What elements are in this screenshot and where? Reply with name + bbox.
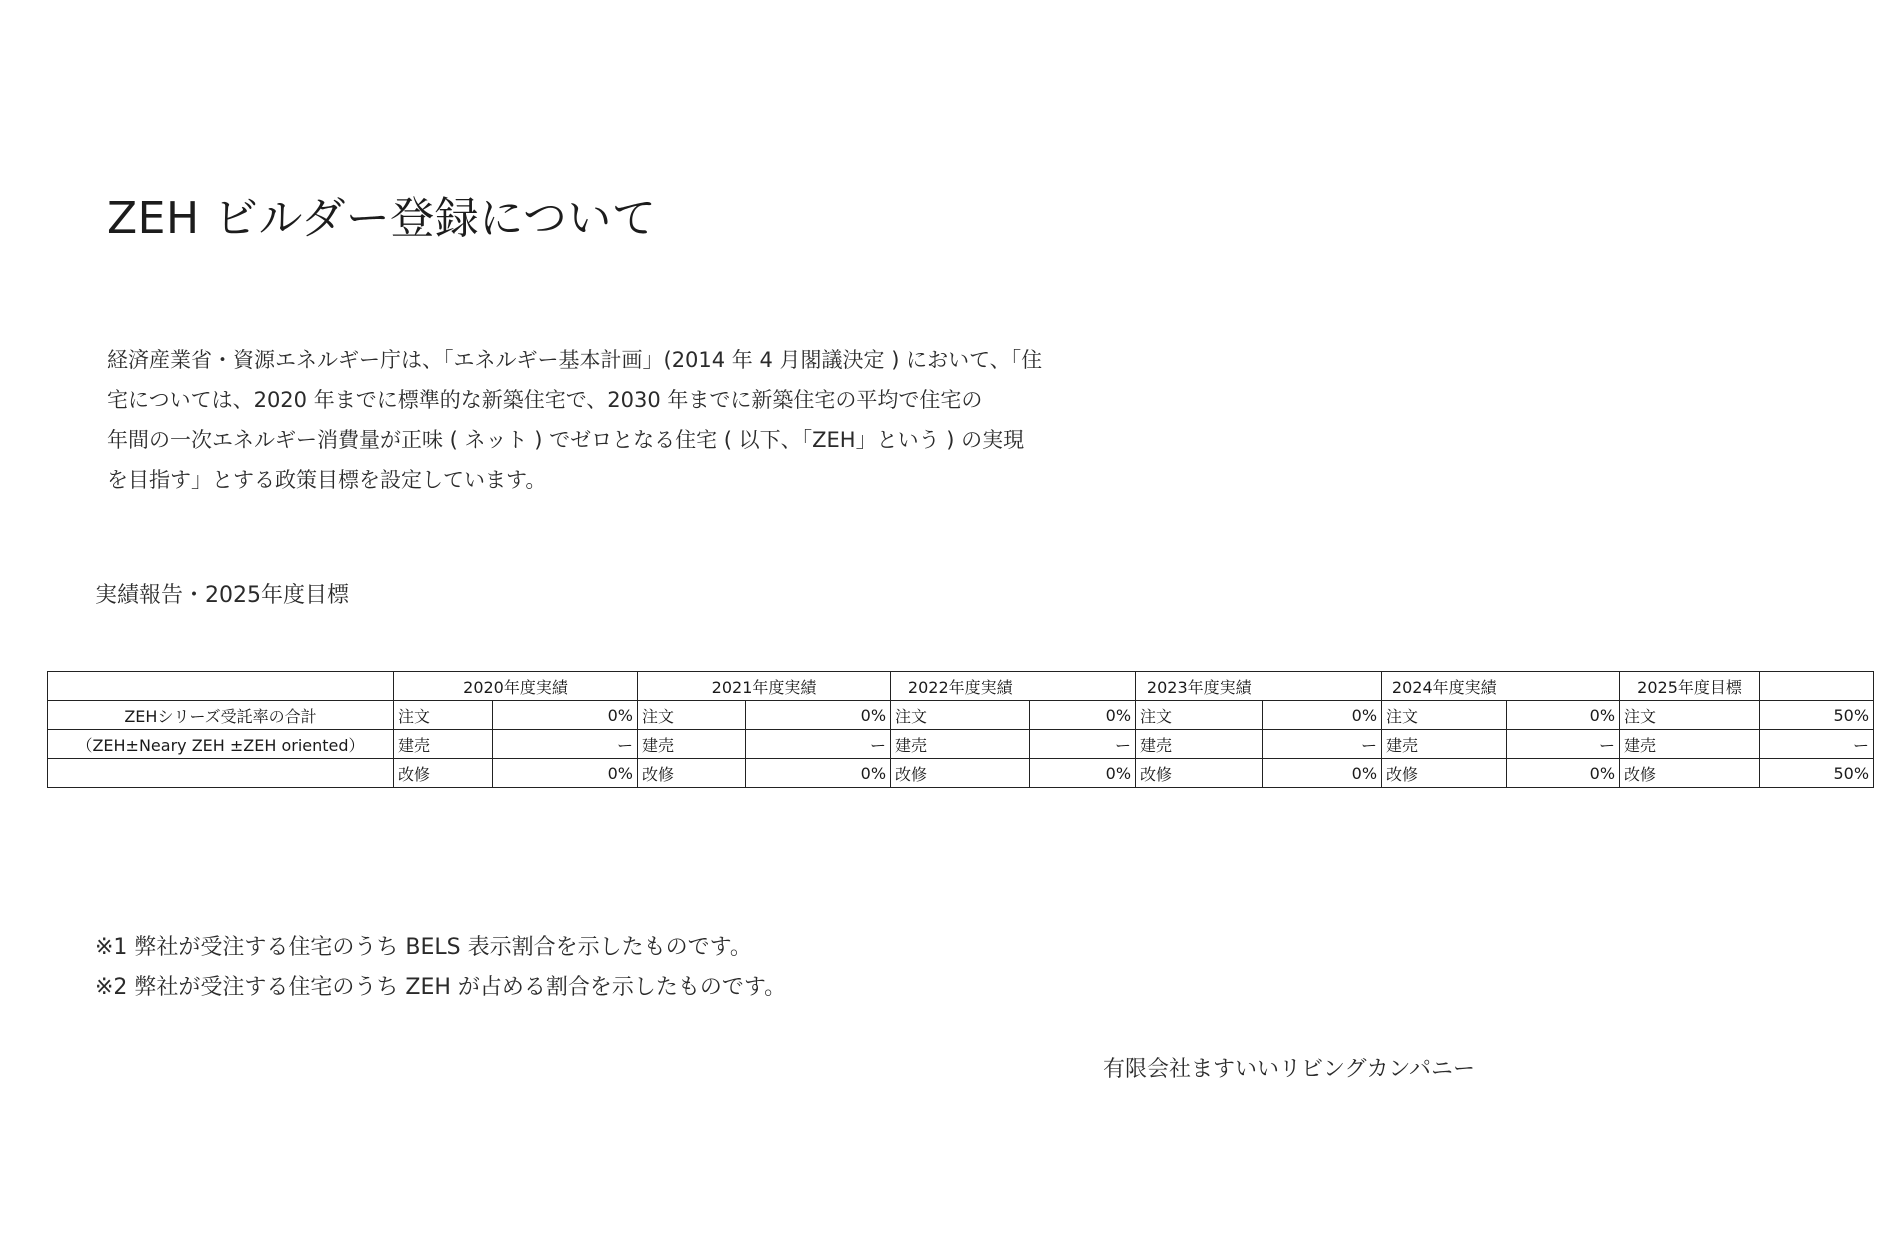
type-label: 改修 [1620,759,1760,788]
intro-line: を目指す」とする政策目標を設定しています。 [107,468,547,492]
value-cell: ー [1760,730,1874,759]
type-label: 改修 [394,759,493,788]
company-name: 有限会社ますいいリビングカンパニー [1103,1057,1476,1082]
type-label: 注文 [638,701,746,730]
type-label: 注文 [1136,701,1263,730]
value-cell: 0% [1507,759,1620,788]
value-cell: ー [1263,730,1382,759]
header-empty-cell [1263,672,1382,701]
value-cell: ー [1507,730,1620,759]
intro-line: 宅については、2020 年までに標準的な新築住宅で、2030 年までに新築住宅の平均で住宅の [107,388,983,412]
row-label [48,759,394,788]
intro-line: 経済産業省・資源エネルギー庁は、「エネルギー基本計画」(2014 年 4 月閣議決定 ) において、「住 [107,348,1043,372]
footnotes [95,928,786,1008]
row-label: ZEHシリーズ受託率の合計 [48,701,394,730]
table-row [48,701,1874,730]
type-label: 注文 [1620,701,1760,730]
value-cell: 0% [493,701,638,730]
type-label: 注文 [891,701,1030,730]
year-header: 2021年度実績 [638,672,891,701]
type-label: 建売 [1620,730,1760,759]
value-cell: 50% [1760,701,1874,730]
value-cell: 50% [1760,759,1874,788]
header-empty-cell [1507,672,1620,701]
type-label: 改修 [1136,759,1263,788]
header-empty-cell [1030,672,1136,701]
value-cell: 0% [1263,701,1382,730]
value-cell: 0% [746,759,891,788]
year-header: 2022年度実績 [891,672,1030,701]
value-cell: ー [746,730,891,759]
header-empty-cell [1760,672,1874,701]
type-label: 改修 [891,759,1030,788]
row-label: （ZEH±Neary ZEH ±ZEH oriented） [48,730,394,759]
page-title: ZEH ビルダー登録について [107,193,657,244]
table-row [48,759,1874,788]
type-label: 改修 [1382,759,1507,788]
value-cell: 0% [1263,759,1382,788]
type-label: 建売 [1382,730,1507,759]
value-cell: 0% [493,759,638,788]
value-cell: 0% [1030,701,1136,730]
type-label: 改修 [638,759,746,788]
value-cell: 0% [746,701,891,730]
type-label: 建売 [394,730,493,759]
year-header: 2020年度実績 [394,672,638,701]
type-label: 建売 [891,730,1030,759]
table-row [48,730,1874,759]
type-label: 建売 [638,730,746,759]
value-cell: ー [1030,730,1136,759]
header-empty-cell [48,672,394,701]
type-label: 建売 [1136,730,1263,759]
value-cell: 0% [1030,759,1136,788]
type-label: 注文 [394,701,493,730]
year-header: 2024年度実績 [1382,672,1507,701]
year-header: 2025年度目標 [1620,672,1760,701]
value-cell: ー [493,730,638,759]
year-header: 2023年度実績 [1136,672,1263,701]
footnote: ※2 弊社が受注する住宅のうち ZEH が占める割合を示したものです。 [95,975,787,1000]
intro-paragraph [107,340,1107,500]
results-table [47,671,1874,788]
intro-line: 年間の一次エネルギー消費量が正味 ( ネット ) でゼロとなる住宅 ( 以下、「ZEH」という ) の実現 [107,428,1025,452]
footnote: ※1 弊社が受注する住宅のうち BELS 表示割合を示したものです。 [95,935,752,960]
section-heading: 実績報告・2025年度目標 [95,583,349,608]
type-label: 注文 [1382,701,1507,730]
value-cell: 0% [1507,701,1620,730]
table-header-row [48,672,1874,701]
